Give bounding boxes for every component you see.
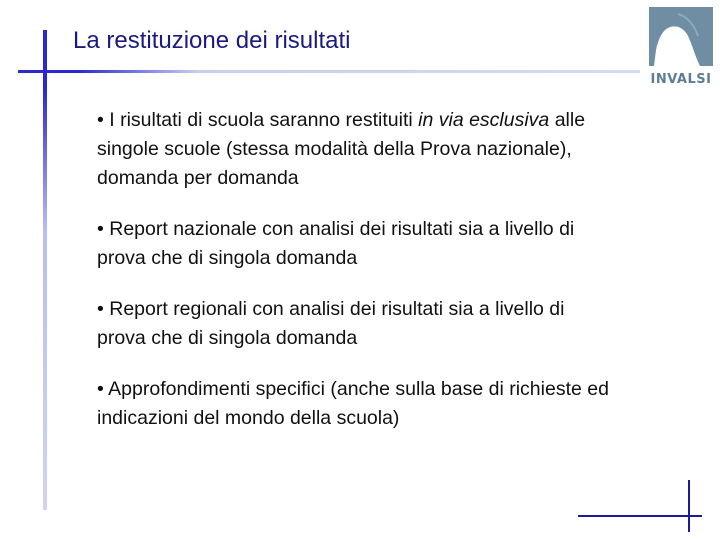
- bullet-marker: •: [97, 109, 104, 131]
- bullet-item: [97, 215, 617, 273]
- bullet-item: [97, 295, 617, 353]
- bullet-item: [97, 375, 617, 433]
- bullet-text: Report regionali con analisi dei risultati sia a livello di prova che di singola domanda: [97, 298, 565, 349]
- bullet-text-suffix: alle singole scuole (stessa modalità della Prova nazionale), domanda per domanda: [97, 109, 586, 189]
- bullet-marker: •: [97, 218, 104, 240]
- logo-wordmark: INVALSI: [650, 72, 712, 87]
- bottom-right-vertical-rule: [688, 480, 690, 532]
- bullet-text: I risultati di scuola saranno restituiti: [103, 109, 419, 131]
- bullet-emphasis: in via esclusiva: [418, 109, 550, 131]
- bullet-text: Approfondimenti specifici (anche sulla base di richieste ed indicazioni del mondo della scuola): [97, 378, 609, 429]
- invalsi-logo: [648, 6, 714, 92]
- invalsi-logo-mark-icon: [648, 6, 714, 70]
- slide-title: La restituzione dei risultati: [73, 27, 351, 54]
- bottom-right-horizontal-rule: [578, 515, 702, 517]
- title-underline-rule: [18, 70, 640, 73]
- bullet-item: [97, 106, 617, 193]
- left-vertical-rule: [43, 30, 47, 510]
- bullet-text: Report nazionale con analisi dei risultati sia a livello di prova che di singola domanda: [97, 218, 575, 269]
- bullet-marker: •: [97, 298, 104, 320]
- bullet-marker: •: [97, 378, 104, 400]
- bullet-list: [97, 106, 617, 455]
